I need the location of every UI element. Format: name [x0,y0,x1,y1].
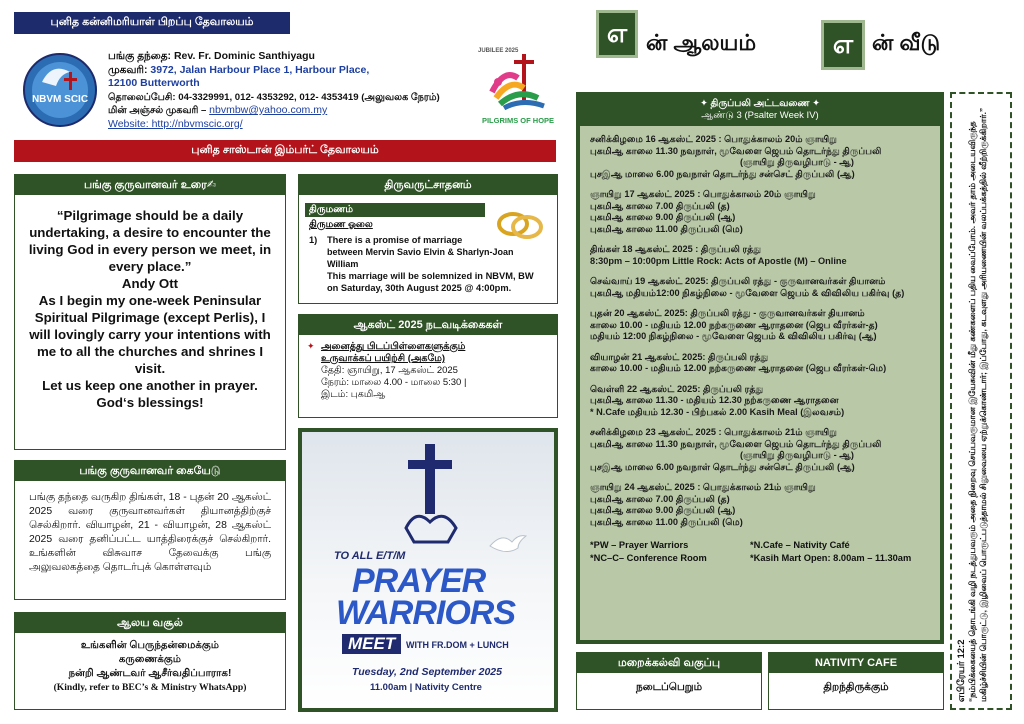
mass-schedule-heading: ✦ திருப்பலி அட்டவணை ✦ [699,98,821,109]
address-line2: 12100 Butterworth [108,77,200,89]
parish-logo [22,52,98,128]
mass-line: புகமிஆ காலை 9.00 திருப்பலி (ஆ) [590,505,736,515]
mass-line: புகமிஆ காலை 7.00 திருப்பலி (த) [590,493,730,504]
legend-item: *Kasih Mart Open: 8.00am – 11.30am [750,553,912,563]
collection-line2: கருணைக்கும் [118,654,182,665]
mass-line: (ஞாயிறு திருவழிபாடு - ஆ) [740,157,854,167]
mass-schedule-week: ஆண்டு 3 (Psalter Week IV) [701,110,819,121]
mass-line: புசஇஆ மாலை 6.00 நவநாள் தொடர்ந்து சன்செட் திருப்பலி (ஆ) [590,168,855,179]
poster-with: WITH FR.DOM + LUNCH [406,640,509,650]
legend-item: *NC–C– Conference Room [590,553,707,563]
catechism-heading: மறைக்கல்வி வகுப்பு [577,653,761,673]
mass-day-title: புதன் 20 ஆகஸ்ட் 2025: திருப்பலி ரத்து - குருவானவர்கள் தியானம் [590,308,865,318]
mass-day-block [590,427,930,473]
email-link[interactable]: nbvmbw@yahoo.com.my [209,104,328,116]
mass-line: * N.Cafe மதியம் 12.30 - பிற்பகல் 2.00 Kasih Meal (இலவசம்) [590,406,845,417]
mass-line: 8:30pm – 10:00pm Little Rock: Acts of Apostle (M) – Online [590,255,847,266]
mass-line: புகமிஆ காலை 11.30 நவநாள், மூவேளை ஜெபம் தொடர்ந்து திருப்பலி [590,438,882,449]
mass-day-title: சனிக்கிழமை 16 ஆகஸ்ட் 2025 : பொதுக்காலம் 20ம் ஞாயிறு [590,134,837,144]
mass-line: (ஞாயிறு திருவழிபாடு - ஆ) [740,450,854,460]
title-tile-1: எ [596,10,638,58]
activity-date: தேதி: ஞாயிறு, 17 ஆகஸ்ட் 2025 [321,365,458,376]
verse-text: “நம்பிக்கையைத் தொடங்கி வழி நடத்துபவரும் அதை நிறைவு செய்பவருமான இயேசுவின் மீது கண்களைப் பதிய வைப்போம். அவர் தாம் அடையவிருந்த மகிழ்ச்சியின் பொருட்டு, இழிவைப் பொருட்படுத்தாமல் சிலுவையை ஏற்றுக்கொண்டார்; இப்போது, கடவுளது அரியணையின் வலப்பக்கத்தில் வீற்றிருக்கிறார்.” [967,107,988,702]
august-activities-heading: ஆகஸ்ட் 2025 நடவடிக்கைகள் [299,315,557,335]
church-title-banner: புனித கன்னிமரியாள் பிறப்பு தேவாலயம் [14,12,290,34]
nativity-cafe-panel [768,652,944,710]
poster-meet: MEET [342,634,401,654]
mass-day-title: ஞாயிறு 24 ஆகஸ்ட் 2025 : பொதுக்காலம் 21ம் ஞாயிறு [590,482,816,492]
priest-message-body: As I begin my one-week Peninsular Spiritual Pilgrimage (except Perlis), I will lovingly carry your intentions with me to all the churches and shrines I visit. [29,293,271,376]
title-word-2: ன் வீடு [872,30,941,55]
sacraments-panel [298,174,558,304]
priest-label: பங்கு தந்தை: [108,50,172,62]
mass-day-block [590,308,930,343]
mass-day-title: திங்கள் 18 ஆகஸ்ட் 2025 : திருப்பலி ரத்து [590,244,762,254]
mass-line: புகமிஆ காலை 11.30 நவநாள், மூவேளை ஜெபம் தொடர்ந்து திருப்பலி [590,145,882,156]
verse-reference: எபிரேயர் 12:2 [956,639,967,702]
jubilee-year: JUBILEE 2025 [478,48,519,54]
collection-note: (Kindly, refer to BEC’s & Ministry WhatsApp) [53,682,247,693]
priest-message-heading: பங்கு குருவானவர் உரை✍ [15,175,285,195]
poster-warriors: WARRIORS [336,594,515,632]
mass-day-block [590,482,930,528]
priest-message-panel [14,174,286,450]
address-line1: 3972, Jalan Harbour Place 1, Harbour Place, [150,63,370,76]
mass-line: காலை 10.00 - மதியம் 12.00 நற்கருணை ஆராதனை (ஜெப வீரர்கள்-த) [590,319,878,330]
cross-icon [396,438,466,548]
mass-line: புசஇஆ மாலை 6.00 நவநாள் தொடர்ந்து சன்செட் திருப்பலி (ஆ) [590,461,855,472]
prayer-warriors-poster [298,428,558,712]
activity-title2: உருவாக்கப் பயிற்சி (அகமே) [321,353,446,364]
nativity-cafe-status: திறந்திருக்கும் [823,681,889,693]
mass-day-block [590,189,930,235]
title-tile-2: எ [821,20,865,70]
poster-prayer: PRAYER [352,562,486,600]
mass-day-title: வியாழன் 21 ஆகஸ்ட் 2025: திருப்பலி ரத்து [590,351,769,362]
dove-icon [488,528,528,558]
priest-schedule-panel [14,460,286,600]
banns-line1: There is a promise of marriage [326,235,463,245]
mass-schedule-list [580,126,940,528]
sacraments-heading: திருவருட்சாதனம் [299,175,557,195]
verse-panel [950,92,1012,710]
collection-heading: ஆலய வசூல் [15,613,285,633]
mass-line: புகமிஆ காலை 11.30 - மதியம் 12.30 நற்கருணை ஆராதனை [590,395,839,405]
priest-schedule-heading: பங்கு குருவானவர் கையேடு [15,461,285,481]
legend-item: *PW – Prayer Warriors [590,540,689,550]
mass-line: காலை 10.00 - மதியம் 12.00 நற்கருணை ஆராதனை (ஜெப வீரர்கள்-மெ) [590,363,887,373]
mass-day-title: வெள்ளி 22 ஆகஸ்ட் 2025: திருப்பலி ரத்து [590,383,764,394]
parish-contact [108,50,488,131]
collection-line3: நன்றி ஆண்டவர் ஆசீர்வதிப்பாராக! [68,668,232,679]
mass-schedule-legend [580,537,940,567]
poster-time-venue: 11.00am | Nativity Centre [370,682,482,693]
poster-to-all: TO ALL E/T/M [334,550,406,562]
mass-line: புகமிஆ காலை 9.00 திருப்பலி (ஆ) [590,212,736,222]
mass-day-title: ஞாயிறு 17 ஆகஸ்ட் 2025 : பொதுக்காலம் 20ம் ஞாயிறு [590,189,816,199]
banns-line3: This marriage will be solemnized in NBVM, BW [326,271,534,281]
mass-day-block [590,352,930,375]
pilgrims-of-hope: PILGRIMS OF HOPE [481,116,555,125]
wedding-rings-icon [495,207,547,246]
catechism-status: நடைப்பெறும் [635,681,703,693]
legend-item: *N.Cafe – Nativity Café [750,540,850,550]
phone-line: தொலைப்பேசி: 04-3329991, 012- 4353292, 012- 4353419 (அலுவலக நேரம்) [108,91,440,103]
website-link[interactable]: Website: http://nbvmscic.org/ [108,117,243,130]
mass-day-block [590,276,930,299]
second-church-banner: புனித சாஸ்டான் இம்பர்ட் தேவாலயம் [14,140,556,162]
catechism-panel [576,652,762,710]
mass-day-block [590,134,930,180]
priest-message-closing: Let us keep one another in prayer. God‘s blessings! [42,378,258,410]
nativity-cafe-heading: NATIVITY CAFE [769,653,943,673]
email-label: மின் அஞ்சல் முகவரி – [108,105,207,116]
activity-bullet-icon: ✦ [307,341,315,351]
jubilee-logo [478,48,558,134]
marriage-subheading: திருமணம் [305,203,485,217]
collection-panel [14,612,286,710]
mass-line: புகமிஆ மதியம்12:00 நிகழ்நிலை - மூவேளை ஜெபம் & விவிலிய பகிர்வு (த) [590,287,905,298]
mass-line: புகமிஆ காலை 11.00 திருப்பலி (மெ) [590,516,743,527]
priest-schedule-text: பங்கு தந்தை வருகிற திங்கள், 18 - புதன் 20 ஆகஸ்ட் 2025 வரை குருவானவர்கள் தியானத்திற்குச் செல்கிறார். வியாழன், 21 - வியாழன், 28 ஆகஸ்ட் 2025 வரை தனிப்பட்ட யாத்திரைக்குச் செல்கிறார். உங்களின் விசுவாச தேவைக்கு பங்கு அலுவலகத்தை தொடர்புக் கொள்ளவும் [29,492,271,573]
banns-label: திருமண ஓலை [309,219,373,230]
mass-day-title: செவ்வாய் 19 ஆகஸ்ட் 2025: திருப்பலி ரத்து - குருவானவர்கள் தியானம் [590,276,886,286]
collection-line1: உங்களின் பெருந்தன்மைக்கும் [80,640,220,651]
mass-day-block [590,384,930,419]
mass-line: புகமிஆ காலை 7.00 திருப்பலி (த) [590,200,730,211]
priest-message-author: Andy Ott [121,276,179,291]
mass-day-title: சனிக்கிழமை 23 ஆகஸ்ட் 2025 : பொதுக்காலம் 21ம் ஞாயிறு [590,427,837,437]
banns-item-number: 1) [309,235,318,245]
poster-date: Tuesday, 2nd September 2025 [352,666,502,678]
mass-line: புகமிஆ காலை 11.00 திருப்பலி (மெ) [590,223,743,234]
mass-day-block [590,244,930,267]
logo-text: NBVM SCIC [31,94,89,105]
activity-venue: இடம்: புகமிஆ [321,389,386,400]
mass-line: மதியம் 12:00 நிகழ்நிலை - மூவேளை ஜெபம் & விவிலிய பகிர்வு (ஆ) [590,331,877,341]
title-word-1: ன் ஆலயம் [646,30,757,55]
mass-schedule-panel [576,92,944,644]
banns-line2: between Mervin Savio Elvin & Sharlyn-Joan William [326,247,514,269]
banns-line4: on Saturday, 30th August 2025 @ 4:00pm. [326,283,512,293]
address-label: முகவரி: [108,63,148,76]
activity-title1: அனைத்து பிடப்பிள்ளைகளுக்கும் [321,341,466,352]
activity-time: நேரம்: மாலை 4.00 - மாலை 5:30 | [321,377,467,388]
august-activities-panel [298,314,558,418]
priest-name: Rev. Fr. Dominic Santhiyagu [173,50,315,62]
priest-message-quote: “Pilgrimage should be a daily undertaking, a desire to encounter the living God in every person we meet, in every place.” [28,208,272,274]
